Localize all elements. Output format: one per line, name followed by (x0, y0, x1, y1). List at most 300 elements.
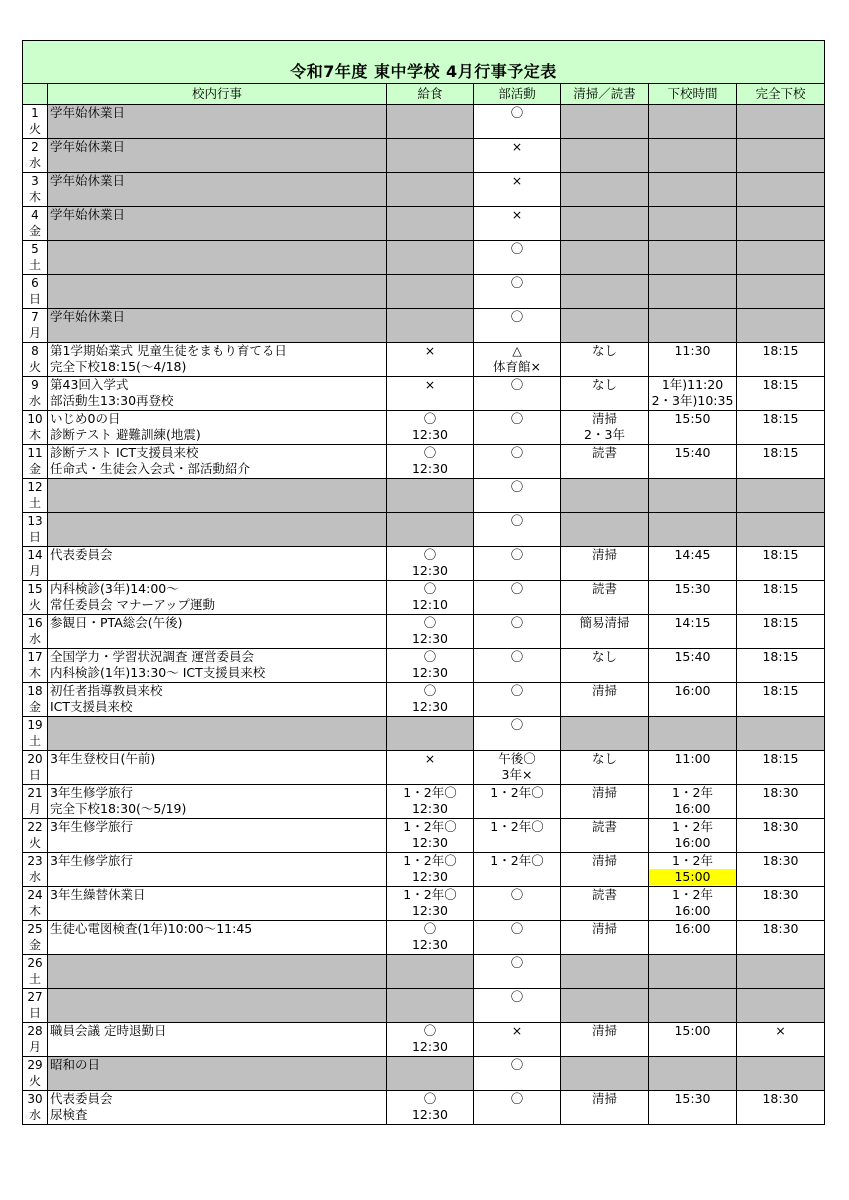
club-cell (474, 343, 561, 377)
event-line: いじめ0の日 (50, 411, 121, 426)
lunch-time: 12:30 (411, 1039, 449, 1054)
date-cell (23, 241, 48, 275)
lunch-value: 〇 (423, 411, 437, 426)
cleaning-cell (561, 581, 649, 615)
club-value: 〇 (510, 513, 524, 528)
club-value: 〇 (510, 1057, 524, 1072)
date-cell (23, 1091, 48, 1125)
table-row (23, 241, 825, 275)
table-row (23, 207, 825, 241)
event-line: 昭和の日 (50, 1057, 101, 1072)
event-line: 常任委員会 マナーアップ運動 (50, 597, 215, 612)
cleaning-cell (561, 411, 649, 445)
event-cell (48, 309, 387, 343)
dismissal-time: 11:30 (674, 343, 711, 358)
cleaning-cell (561, 309, 649, 343)
cleaning-cell (561, 649, 649, 683)
event-line: 生徒心電図検査(1年)10:00～11:45 (50, 921, 253, 936)
date-cell (23, 139, 48, 173)
event-line: 診断テスト ICT支援員来校 (50, 445, 199, 460)
day-number: 29 (27, 1058, 43, 1072)
date-cell (23, 479, 48, 513)
dismissal-cell (649, 955, 737, 989)
lunch-cell (387, 1057, 474, 1091)
day-number: 25 (27, 922, 43, 936)
header-cleaning-reading: 清掃／読書 (561, 84, 649, 105)
weekday: 金 (28, 462, 41, 476)
dismissal-cell (649, 241, 737, 275)
lunch-time: 12:30 (411, 699, 449, 714)
cleaning-value: 清掃 (591, 547, 617, 562)
cleaning-value: 清掃 (591, 785, 617, 800)
dismissal-time: 11:00 (674, 751, 711, 766)
event-cell (48, 1057, 387, 1091)
date-cell (23, 105, 48, 139)
final-dismissal-time: 18:30 (762, 785, 799, 800)
event-line: 第1学期始業式 児童生徒をまもり育てる日 (50, 343, 287, 358)
final-dismissal-cell (737, 581, 825, 615)
dismissal-time: 1・2年 (672, 785, 713, 800)
lunch-cell (387, 1023, 474, 1057)
dismissal-time: 14:15 (674, 615, 711, 630)
page-title: 令和7年度 東中学校 4月行事予定表 (23, 41, 825, 84)
lunch-value: 〇 (423, 649, 437, 664)
dismissal-cell (649, 309, 737, 343)
event-line: 第43回入学式 (50, 377, 129, 392)
club-value: 〇 (510, 717, 524, 732)
lunch-cell (387, 853, 474, 887)
cleaning-cell (561, 785, 649, 819)
final-dismissal-time: 18:30 (762, 853, 799, 868)
cleaning-value: 読書 (591, 819, 617, 834)
date-cell (23, 853, 48, 887)
event-line: 初任者指導教員来校 (50, 683, 163, 698)
table-row (23, 411, 825, 445)
lunch-time: 12:30 (411, 801, 449, 816)
final-dismissal-time: 18:15 (762, 581, 799, 596)
club-value: 午後〇 (498, 751, 536, 766)
dismissal-time: 15:40 (674, 445, 711, 460)
header-row (23, 84, 825, 105)
club-value: 〇 (510, 411, 524, 426)
club-cell (474, 887, 561, 921)
table-row (23, 921, 825, 955)
event-cell (48, 343, 387, 377)
dismissal-time: 15:50 (674, 411, 711, 426)
final-dismissal-time: 18:30 (762, 1091, 799, 1106)
header-events: 校内行事 (48, 84, 387, 105)
event-line: 学年始休業日 (50, 309, 126, 324)
club-value: 〇 (510, 241, 524, 256)
final-dismissal-cell (737, 547, 825, 581)
cleaning-cell (561, 207, 649, 241)
event-cell (48, 547, 387, 581)
club-value: 〇 (510, 479, 524, 494)
dismissal-cell (649, 581, 737, 615)
lunch-cell (387, 785, 474, 819)
club-value: 〇 (510, 547, 524, 562)
dismissal-cell (649, 1091, 737, 1125)
dismissal-cell (649, 819, 737, 853)
dismissal-cell (649, 785, 737, 819)
event-cell (48, 819, 387, 853)
final-dismissal-cell (737, 1057, 825, 1091)
day-number: 7 (31, 310, 39, 324)
date-cell (23, 921, 48, 955)
cleaning-cell (561, 819, 649, 853)
date-cell (23, 445, 48, 479)
event-line: 診断テスト 避難訓練(地震) (50, 427, 201, 442)
weekday: 月 (28, 564, 41, 578)
date-cell (23, 785, 48, 819)
header-club: 部活動 (474, 84, 561, 105)
weekday: 土 (28, 734, 41, 748)
date-cell (23, 819, 48, 853)
day-number: 26 (27, 956, 43, 970)
date-cell (23, 411, 48, 445)
weekday: 金 (28, 938, 41, 952)
weekday: 水 (28, 1108, 41, 1122)
cleaning-note: 2・3年 (584, 427, 625, 442)
event-cell (48, 649, 387, 683)
cleaning-cell (561, 615, 649, 649)
date-cell (23, 173, 48, 207)
weekday: 火 (28, 122, 41, 136)
event-cell (48, 683, 387, 717)
club-value: × (511, 139, 523, 154)
event-cell (48, 921, 387, 955)
date-cell (23, 955, 48, 989)
event-line: 学年始休業日 (50, 207, 126, 222)
weekday: 木 (28, 190, 41, 204)
final-dismissal-cell (737, 819, 825, 853)
dismissal-time: 15:40 (674, 649, 711, 664)
cleaning-value: なし (591, 377, 617, 392)
day-number: 12 (27, 480, 43, 494)
table-row (23, 717, 825, 751)
cleaning-cell (561, 139, 649, 173)
cleaning-cell (561, 241, 649, 275)
event-cell (48, 955, 387, 989)
weekday: 日 (28, 768, 41, 782)
day-number: 20 (27, 752, 43, 766)
table-row (23, 445, 825, 479)
cleaning-cell (561, 717, 649, 751)
lunch-time: 12:30 (411, 427, 449, 442)
lunch-time: 12:30 (411, 869, 449, 884)
day-number: 16 (27, 616, 43, 630)
club-cell (474, 411, 561, 445)
table-row (23, 547, 825, 581)
dismissal-cell (649, 1057, 737, 1091)
day-number: 14 (27, 548, 43, 562)
date-cell (23, 1023, 48, 1057)
day-number: 30 (27, 1092, 43, 1106)
event-line: 参観日・PTA総会(午後) (50, 615, 183, 630)
lunch-cell (387, 445, 474, 479)
table-row (23, 853, 825, 887)
lunch-cell (387, 275, 474, 309)
date-cell (23, 343, 48, 377)
final-dismissal-cell (737, 955, 825, 989)
lunch-value: 1・2年〇 (403, 853, 457, 868)
final-dismissal-time: 18:30 (762, 819, 799, 834)
dismissal-cell (649, 139, 737, 173)
table-row (23, 343, 825, 377)
weekday: 火 (28, 836, 41, 850)
event-cell (48, 411, 387, 445)
cleaning-value: 清掃 (591, 683, 617, 698)
club-cell (474, 207, 561, 241)
cleaning-cell (561, 1023, 649, 1057)
lunch-time: 12:30 (411, 461, 449, 476)
lunch-cell (387, 615, 474, 649)
final-dismissal-time: 18:15 (762, 683, 799, 698)
date-cell (23, 649, 48, 683)
club-cell (474, 581, 561, 615)
weekday: 木 (28, 428, 41, 442)
weekday: 土 (28, 496, 41, 510)
table-row (23, 1023, 825, 1057)
club-cell (474, 785, 561, 819)
club-cell (474, 649, 561, 683)
club-value: 〇 (510, 445, 524, 460)
dismissal-cell (649, 683, 737, 717)
club-value: 〇 (510, 921, 524, 936)
table-row (23, 1057, 825, 1091)
event-line: 3年生登校日(午前) (50, 751, 156, 766)
event-line: 3年生修学旅行 (50, 819, 133, 834)
club-value: △ (512, 343, 522, 358)
weekday: 月 (28, 326, 41, 340)
lunch-value: 〇 (423, 1023, 437, 1038)
club-cell (474, 139, 561, 173)
day-number: 9 (31, 378, 39, 392)
lunch-value: 〇 (423, 921, 437, 936)
event-cell (48, 581, 387, 615)
final-dismissal-cell (737, 853, 825, 887)
dismissal-cell (649, 445, 737, 479)
club-cell (474, 1057, 561, 1091)
cleaning-cell (561, 547, 649, 581)
table-row (23, 275, 825, 309)
dismissal-cell (649, 411, 737, 445)
cleaning-cell (561, 377, 649, 411)
final-dismissal-cell (737, 343, 825, 377)
lunch-cell (387, 581, 474, 615)
lunch-value: × (424, 751, 436, 766)
event-cell (48, 275, 387, 309)
lunch-time: 12:30 (411, 631, 449, 646)
table-row (23, 513, 825, 547)
lunch-cell (387, 547, 474, 581)
cleaning-cell (561, 887, 649, 921)
cleaning-cell (561, 955, 649, 989)
cleaning-value: 清掃 (591, 1091, 617, 1106)
event-line: 3年生繰替休業日 (50, 887, 146, 902)
day-number: 24 (27, 888, 43, 902)
lunch-value: 〇 (423, 683, 437, 698)
dismissal-time: 16:00 (674, 921, 711, 936)
weekday: 火 (28, 1074, 41, 1088)
dismissal-cell (649, 377, 737, 411)
event-line: 内科検診(1年)13:30～ ICT支援員来校 (50, 665, 266, 680)
weekday: 水 (28, 156, 41, 170)
schedule-table (22, 40, 825, 1125)
cleaning-cell (561, 683, 649, 717)
lunch-time: 12:30 (411, 1107, 449, 1122)
date-cell (23, 887, 48, 921)
event-line: 学年始休業日 (50, 173, 126, 188)
cleaning-cell (561, 921, 649, 955)
dismissal-time: 15:30 (674, 1091, 711, 1106)
club-cell (474, 955, 561, 989)
final-dismissal-time: 18:15 (762, 377, 799, 392)
final-dismissal-cell (737, 105, 825, 139)
event-cell (48, 513, 387, 547)
weekday: 土 (28, 258, 41, 272)
lunch-cell (387, 683, 474, 717)
date-cell (23, 547, 48, 581)
day-number: 21 (27, 786, 43, 800)
lunch-value: 〇 (423, 615, 437, 630)
dismissal-time-2: 16:00 (674, 903, 711, 918)
event-line: 学年始休業日 (50, 105, 126, 120)
final-dismissal-cell (737, 377, 825, 411)
club-cell (474, 717, 561, 751)
event-line: 完全下校18:15(～4/18) (50, 359, 187, 374)
event-line: 内科検診(3年)14:00～ (50, 581, 179, 596)
table-row (23, 139, 825, 173)
event-cell (48, 1091, 387, 1125)
dismissal-time-2: 16:00 (674, 835, 711, 850)
club-cell (474, 377, 561, 411)
club-cell (474, 751, 561, 785)
club-cell (474, 479, 561, 513)
cleaning-cell (561, 989, 649, 1023)
lunch-cell (387, 955, 474, 989)
final-dismissal-cell (737, 173, 825, 207)
lunch-cell (387, 989, 474, 1023)
final-dismissal-time: 18:15 (762, 751, 799, 766)
day-number: 10 (27, 412, 43, 426)
dismissal-cell (649, 717, 737, 751)
lunch-value: 1・2年〇 (403, 819, 457, 834)
club-value: 〇 (510, 615, 524, 630)
lunch-cell (387, 887, 474, 921)
cleaning-cell (561, 479, 649, 513)
lunch-cell (387, 751, 474, 785)
dismissal-cell (649, 479, 737, 513)
table-row (23, 479, 825, 513)
final-dismissal-cell (737, 921, 825, 955)
day-number: 15 (27, 582, 43, 596)
final-dismissal-cell (737, 1023, 825, 1057)
club-cell (474, 309, 561, 343)
event-cell (48, 445, 387, 479)
club-cell (474, 513, 561, 547)
weekday: 金 (28, 224, 41, 238)
final-dismissal-cell (737, 411, 825, 445)
event-line: 学年始休業日 (50, 139, 126, 154)
dismissal-cell (649, 173, 737, 207)
final-dismissal-time: × (775, 1023, 786, 1038)
cleaning-value: なし (591, 751, 617, 766)
club-value: 〇 (510, 105, 524, 120)
lunch-cell (387, 139, 474, 173)
lunch-cell (387, 343, 474, 377)
dismissal-cell (649, 887, 737, 921)
lunch-value: 〇 (423, 1091, 437, 1106)
lunch-cell (387, 819, 474, 853)
final-dismissal-cell (737, 887, 825, 921)
date-cell (23, 683, 48, 717)
event-line: ICT支援員来校 (50, 699, 133, 714)
event-cell (48, 105, 387, 139)
lunch-value: 〇 (423, 547, 437, 562)
final-dismissal-cell (737, 683, 825, 717)
event-cell (48, 207, 387, 241)
cleaning-cell (561, 853, 649, 887)
header-date (23, 84, 48, 105)
lunch-cell (387, 479, 474, 513)
schedule-sheet (22, 40, 824, 1125)
dismissal-cell (649, 989, 737, 1023)
club-value: 1・2年〇 (490, 819, 544, 834)
lunch-value: 〇 (423, 445, 437, 460)
lunch-cell (387, 717, 474, 751)
final-dismissal-time: 18:15 (762, 547, 799, 562)
final-dismissal-time: 18:30 (762, 921, 799, 936)
cleaning-cell (561, 343, 649, 377)
date-cell (23, 751, 48, 785)
day-number: 23 (27, 854, 43, 868)
date-cell (23, 377, 48, 411)
club-note: 3年× (501, 767, 533, 782)
dismissal-cell (649, 751, 737, 785)
day-number: 13 (27, 514, 43, 528)
cleaning-cell (561, 751, 649, 785)
final-dismissal-cell (737, 275, 825, 309)
club-cell (474, 1091, 561, 1125)
cleaning-value: 清掃 (591, 1023, 617, 1038)
weekday: 月 (28, 802, 41, 816)
event-line: 代表委員会 (50, 1091, 113, 1106)
lunch-cell (387, 1091, 474, 1125)
club-value: 〇 (510, 989, 524, 1004)
cleaning-cell (561, 173, 649, 207)
day-number: 2 (31, 140, 39, 154)
event-line: 3年生修学旅行 (50, 785, 133, 800)
lunch-value: × (424, 377, 436, 392)
day-number: 8 (31, 344, 39, 358)
lunch-time: 12:30 (411, 835, 449, 850)
final-dismissal-time: 18:30 (762, 887, 799, 902)
date-cell (23, 717, 48, 751)
final-dismissal-time: 18:15 (762, 615, 799, 630)
event-cell (48, 173, 387, 207)
club-cell (474, 683, 561, 717)
cleaning-value: 簡易清掃 (579, 615, 630, 630)
event-cell (48, 785, 387, 819)
dismissal-cell (649, 853, 737, 887)
date-cell (23, 615, 48, 649)
final-dismissal-time: 18:15 (762, 343, 799, 358)
final-dismissal-cell (737, 1091, 825, 1125)
final-dismissal-cell (737, 445, 825, 479)
event-line: 尿検査 (50, 1107, 88, 1122)
final-dismissal-cell (737, 207, 825, 241)
